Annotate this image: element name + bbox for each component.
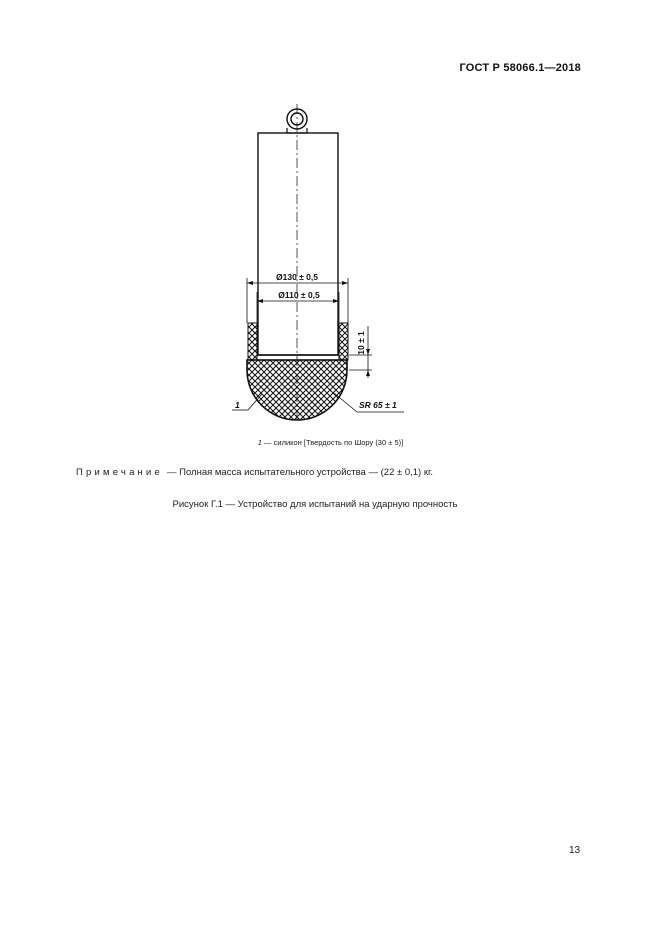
- item-1-label: 1: [235, 400, 240, 410]
- right-silicone-wall: [339, 323, 348, 360]
- note: [76, 467, 433, 478]
- page-number: 13: [569, 845, 581, 856]
- outer-diameter-label: Ø130 ± 0,5: [276, 272, 318, 282]
- height-label: 10 ± 1: [356, 331, 366, 355]
- note-label: Примечание: [76, 467, 163, 478]
- figure-caption: Рисунок Г.1 — Устройство для испытаний на ударную прочность: [172, 499, 458, 510]
- inner-diameter-dimension: [257, 292, 339, 355]
- legend-text: — силикон [Твердость по Шору (30 ± 5)]: [261, 438, 404, 447]
- inner-diameter-label: Ø110 ± 0,5: [278, 290, 320, 300]
- impact-device-drawing: [0, 0, 661, 430]
- radius-label: SR 65 ± 1: [359, 400, 397, 410]
- left-silicone-wall: [248, 323, 257, 360]
- upper-body: [258, 133, 338, 355]
- document-code: ГОСТ Р 58066.1—2018: [459, 62, 581, 74]
- legend-number: 1: [257, 438, 262, 447]
- note-text: — Полная масса испытательного устройства — (22 ± 0,1) кг.: [167, 467, 433, 478]
- figure-legend: [0, 438, 661, 447]
